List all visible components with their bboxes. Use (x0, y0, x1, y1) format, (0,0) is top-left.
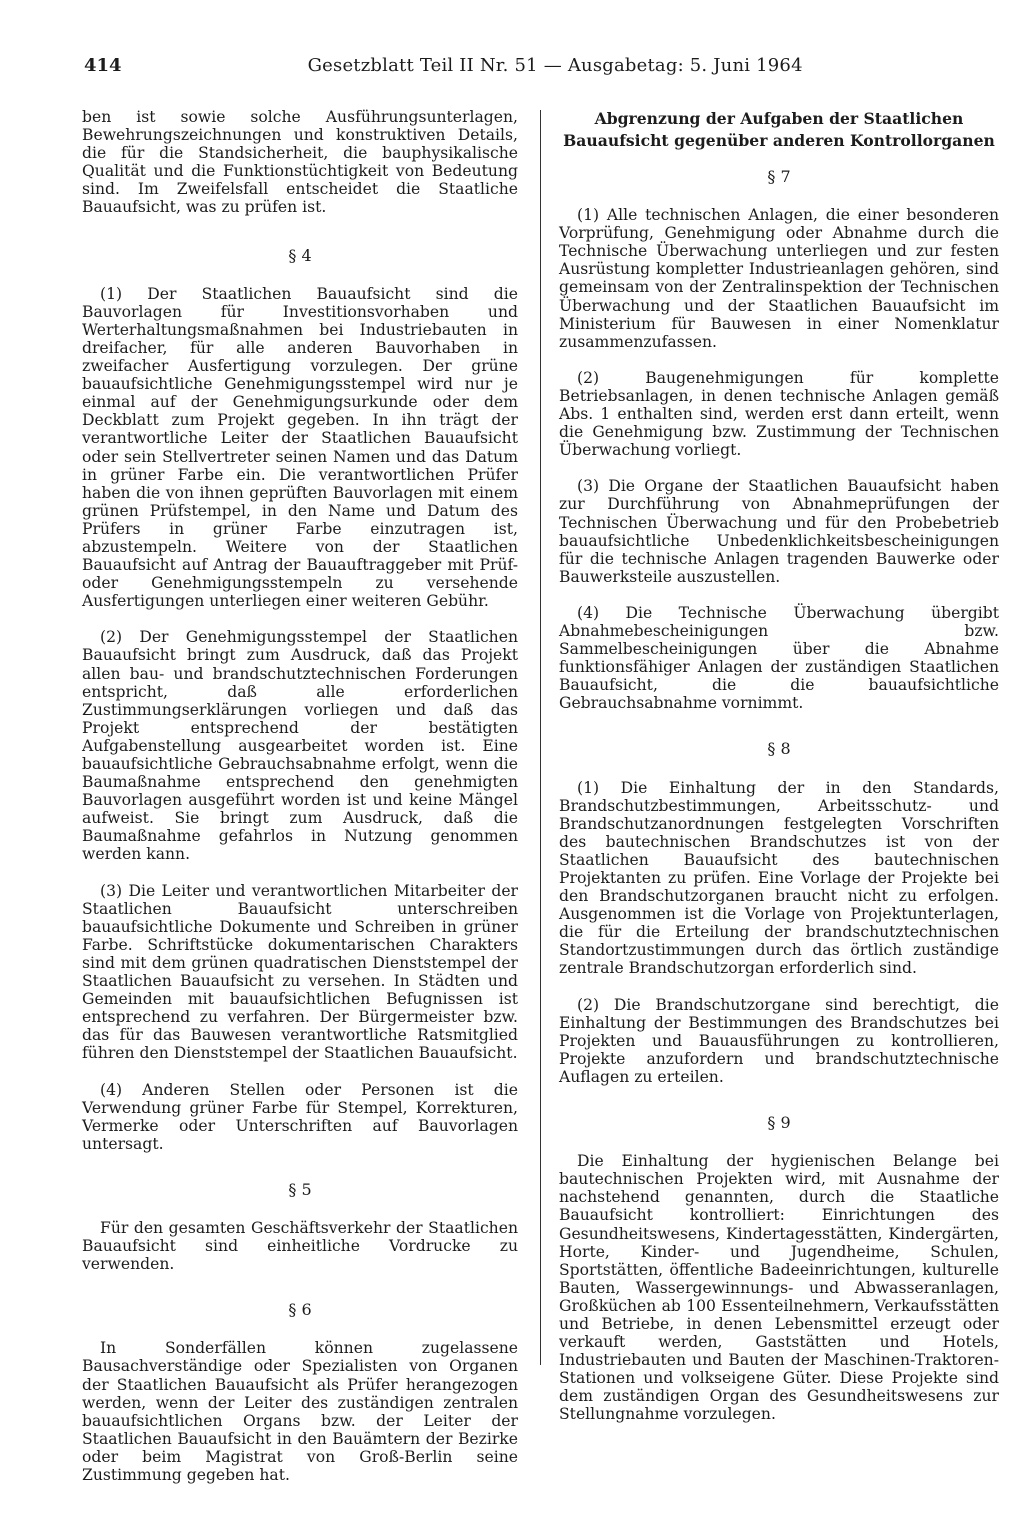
left-column (82, 108, 518, 1484)
page-number: 414 (84, 54, 122, 76)
section-7-title: § 7 (767, 167, 791, 186)
section-7-paragraph-3: (3) Die Organe der Staatlichen Bauaufsicht haben zur Durchführung von Abnahmeprüfungen der Technischen Überwachung und für den Probebetrieb bauaufsichtliche Unbedenklichkeitsbescheinigungen für die technische Anlagen tragenden Bauwerke oder Bauwerksteile auszustellen. (559, 477, 999, 586)
section-4-title: § 4 (288, 245, 312, 265)
section-6-title: § 6 (288, 1300, 312, 1320)
section-7-paragraph-4: (4) Die Technische Überwachung übergibt Abnahmebescheinigungen bzw. Sammelbescheinigungen über die Abnahme funktionsfähiger Anlagen der zuständigen Staatlichen Bauaufsicht, die die bauaufsichtliche Gebrauchsabnahme vornimmt. (559, 603, 999, 713)
section-7-paragraph-1: (1) Alle technischen Anlagen, die einer besonderen Vorprüfung, Genehmigung oder Abnahme durch die Technische Überwachung unterliegen und zur festen Ausrüstung kompletter Industrieanlagen gehören, sind gemeinsam von der Zentralinspektion der Technischen Überwachung und der Staatlichen Bauaufsicht im Ministerium für Bauwesen in einer Nomenklatur zusammenzufassen. (559, 206, 999, 351)
section-8-title: § 8 (767, 739, 791, 759)
section-6-paragraph-1: In Sonderfällen können zugelassene Bausachverständige oder Spezialisten von Organen der Staatlichen Bauaufsicht als Prüfer herangezogen werden, wenn der Leiter des zuständigen zentralen bauaufsichtlichen Organs bzw. der Leiter der Staatlichen Bauaufsicht in den Bauämtern der Bezirke oder beim Magistrat von Groß-Berlin seine Zustimmung gegeben hat. (82, 1339, 518, 1484)
section-4-paragraph-1: (1) Der Staatlichen Bauaufsicht sind die Bauvorlagen für Investitionsvorhaben und Werterhaltungsmaßnahmen bei Industriebauten in dreifacher, für alle anderen Bauvorhaben in zweifacher Ausfertigung vorzulegen. Der grüne bauaufsichtliche Genehmigungsstempel wird nur je einmal auf der Genehmigungsurkunde oder dem Deckblatt zum Projekt gegeben. In ihn trägt der verantwortliche Leiter der Staatlichen Bauaufsicht oder sein Stellvertreter seinen Namen und das Datum in grüner Farbe ein. Die verantwortlichen Prüfer haben die von ihnen geprüften Bauvorlagen mit einem grünen Prüfstempel, in den Name und Datum des Prüfers in grüner Farbe einzutragen ist, abzustempeln. Weitere von der Staatlichen Bauaufsicht auf Antrag der Bauauftraggeber mit Prüf- oder Genehmigungsstempeln zu versehende Ausfertigungen unterliegen einer weiteren Gebühr. (82, 284, 518, 611)
section-8-paragraph-1: (1) Die Einhaltung der in den Standards, Brandschutzbestimmungen, Arbeitsschutz- und Brandschutzanordnungen festgelegten Vorschriften des bautechnischen Brandschutzes ist von der Staatlichen Bauaufsicht des bautechnischen Projektanten zu prüfen. Eine Vorlage der Projekte bei den Brandschutzorganen braucht nicht zu erfolgen. Ausgenommen ist die Vorlage von Projektunterlagen, die für die Erteilung der brandschutztechnischen Standortzustimmungen durch das örtlich zuständige zentrale Brandschutzorgan erforderlich sind. (559, 778, 999, 978)
section-heading: Abgrenzung der Aufgaben der Staatlichen Bauaufsicht gegenüber anderen Kontrollorganen (563, 109, 995, 150)
section-9-paragraph-1: Die Einhaltung der hygienischen Belange bei bautechnischen Projekten wird, mit Ausnahme der nachstehend genannten, durch die Staatliche Bauaufsicht kontrolliert: Einrichtungen des Gesundheitswesens, Kindertagesstätten, Kindergärten, Horte, Kinder- und Jugendheime, Schulen, Sportstätten, öffentliche Badeeinrichtungen, kulturelle Bauten, Wassergewinnungs- und Abwasseranlagen, Großküchen ab 100 Essenteilnehmern, Verkaufsstätten und Betriebe, in denen Lebensmittel erzeugt oder verkauft werden, Gaststätten und Hotels, Industriebauten und Bauten der Maschinen-Traktoren-Stationen und volkseigene Güter. Diese Projekte sind dem zuständigen Organ des Gesundheitswesens zur Stellungnahme vorzulegen. (559, 1152, 999, 1424)
section-9-title: § 9 (767, 1113, 791, 1133)
section-4-paragraph-3: (3) Die Leiter und verantwortlichen Mitarbeiter der Staatlichen Bauaufsicht unterschreiben bauaufsichtliche Dokumente und Schreiben in grüner Farbe. Schriftstücke dokumentarischen Charakters sind mit dem grünen quadratischen Dienststempel der Staatlichen Bauaufsicht zu versehen. In Städten und Gemeinden mit bauaufsichtlichen Befugnissen ist entsprechend zu verfahren. Der Bürgermeister bzw. das für das Bauwesen verantwortliche Ratsmitglied führen den Dienststempel der Staatlichen Bauaufsicht. (82, 881, 518, 1063)
section-4-paragraph-4: (4) Anderen Stellen oder Personen ist die Verwendung grüner Farbe für Stempel, Korrekturen, Vermerke oder Unterschriften auf Bauvorlagen untersagt. (82, 1080, 518, 1153)
header-title: Gesetzblatt Teil II Nr. 51 — Ausgabetag: 5. Juni 1964 (307, 54, 803, 76)
section-8-paragraph-2: (2) Die Brandschutzorgane sind berechtigt, die Einhaltung der Bestimmungen des Brandschutzes bei Projekten und Bauausführungen zu kontrollieren, Projekte anzufordern und brandschutztechnische Auflagen zu erteilen. (559, 995, 999, 1086)
section-5-title: § 5 (288, 1179, 312, 1199)
section-7-paragraph-2: (2) Baugenehmigungen für komplette Betriebsanlagen, in denen technische Anlagen gemäß Abs. 1 enthalten sind, werden erst dann erteilt, wenn die Genehmigung bzw. Zustimmung der Technischen Überwachung vorliegt. (559, 368, 999, 460)
intro-paragraph: ben ist sowie solche Ausführungsunterlagen, Bewehrungszeichnungen und konstruktiven Details, die für die Standsicherheit, die bauphysikalische Qualität und die Funktionstüchtigkeit von Bedeutung sind. Im Zweifelsfall entscheidet die Staatliche Bauaufsicht, was zu prüfen ist. (82, 108, 518, 217)
section-5-paragraph-1: Für den gesamten Geschäftsverkehr der Staatlichen Bauaufsicht sind einheitliche Vordrucke zu verwenden. (82, 1218, 518, 1274)
page-header (84, 50, 984, 80)
right-column (559, 108, 999, 1424)
section-4-paragraph-2: (2) Der Genehmigungsstempel der Staatlichen Bauaufsicht bringt zum Ausdruck, daß das Projekt allen bau- und brandschutztechnischen Forderungen entspricht, daß alle erforderlichen Zustimmungserklärungen vorliegen und daß das Projekt entsprechend der bestätigten Aufgabenstellung ausgearbeitet worden ist. Eine bauaufsichtliche Gebrauchsabnahme erfolgt, wenn die Baumaßnahme entsprechend den genehmigten Bauvorlagen ausgeführt worden ist und keine Mängel aufweist. Sie bringt zum Ausdruck, daß die Baumaßnahme gefahrlos in Nutzung genommen werden kann. (82, 628, 518, 864)
column-divider (540, 110, 541, 1365)
